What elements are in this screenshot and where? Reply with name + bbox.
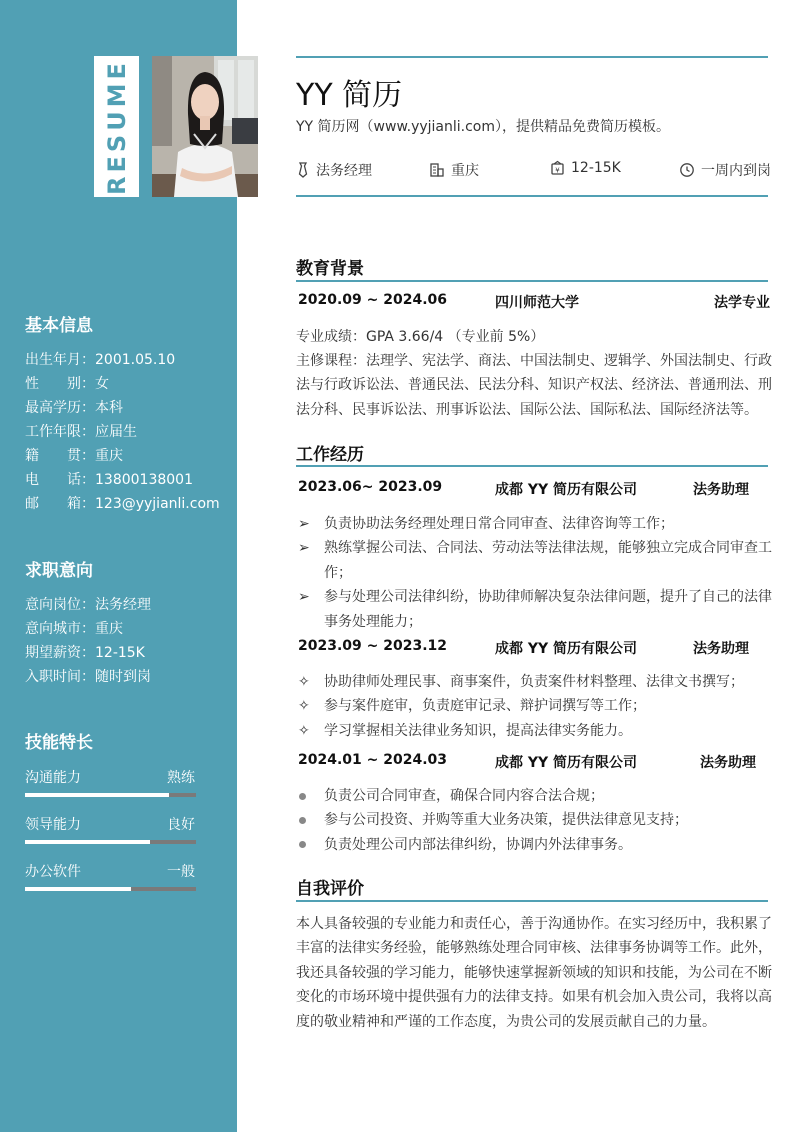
resume-tag — [94, 56, 139, 197]
work-role: 法务助理 — [700, 755, 756, 771]
self-eval-rule — [296, 900, 768, 902]
skill-level: 良好 — [167, 817, 195, 833]
work-title: 工作经历 — [296, 445, 364, 465]
skill-item — [25, 767, 215, 814]
skill-item — [25, 861, 215, 908]
basic-info-section — [25, 311, 220, 516]
skill-bar-fill — [25, 793, 169, 797]
star-bullet-icon: ✧ — [298, 722, 310, 739]
work-period: 2023.09 ~ 2023.12 — [298, 638, 448, 654]
education-major: 法学专业 — [714, 295, 770, 311]
list-item: ✧ 参与案件庭审，负责庭审记录、辩护词撰写等工作； — [298, 694, 774, 718]
work-company: 成都 YY 简历有限公司 — [495, 641, 638, 657]
work-role: 法务助理 — [693, 641, 749, 657]
work-period: 2023.06~ 2023.09 — [298, 479, 443, 495]
job-intent-section — [25, 556, 215, 689]
info-degree: 最高学历：本科 — [25, 400, 123, 416]
building-icon — [429, 162, 445, 178]
work-bullets — [298, 670, 774, 743]
candidate-name: YY 简历 — [296, 78, 403, 113]
skills-title: 技能特长 — [25, 733, 93, 753]
star-bullet-icon: ✧ — [298, 674, 310, 690]
star-bullet-icon: ✧ — [298, 698, 310, 715]
work-company: 成都 YY 简历有限公司 — [495, 482, 638, 498]
sidebar — [0, 0, 237, 1132]
wallet-icon — [550, 160, 565, 176]
skill-item — [25, 814, 215, 861]
header-subtitle: YY 简历网（www.yyjianli.com），提供精品免费简历模板。 — [296, 119, 670, 135]
list-item: ➢ 负责协助法务经理处理日常合同审查、法律咨询等工作； — [298, 512, 774, 536]
skill-bar — [25, 840, 196, 844]
skills-section — [25, 728, 215, 908]
skill-name: 办公软件 — [25, 864, 81, 880]
skill-name: 沟通能力 — [25, 770, 81, 786]
intent-city: 意向城市：重庆 — [25, 621, 123, 637]
skill-bar-fill — [25, 887, 131, 891]
education-gpa: 专业成绩：GPA 3.66/4 （专业前 5%） — [296, 329, 545, 345]
arrow-bullet-icon: ➢ — [298, 540, 310, 557]
skill-bar — [25, 887, 196, 891]
list-item: 负责处理公司内部法律纠纷，协调内外法律事务。 — [298, 833, 774, 857]
dot-bullet-icon — [298, 784, 318, 808]
basic-info-title: 基本信息 — [25, 316, 93, 336]
header-intent-row — [296, 160, 770, 182]
svg-text:¥: ¥ — [555, 166, 560, 175]
work-company: 成都 YY 简历有限公司 — [495, 755, 638, 771]
list-item: ➢ 熟练掌握公司法、合同法、劳动法等法律法规，能够独立完成合同审查工作； — [298, 536, 774, 585]
list-item: ➢ 参与处理公司法律纠纷，协助律师解决复杂法律问题，提升了自己的法律事务处理能力； — [298, 585, 774, 634]
tie-icon — [296, 162, 310, 178]
work-bullets — [298, 512, 774, 634]
list-item: 负责公司合同审查，确保合同内容合法合规； — [298, 784, 774, 808]
clock-icon — [679, 162, 695, 178]
info-email: 邮 箱：123@yyjianli.com — [25, 496, 220, 512]
work-rule — [296, 465, 768, 467]
profile-photo — [152, 56, 258, 197]
info-gender: 性 别：女 — [25, 376, 109, 392]
header-position: 法务经理 — [296, 160, 372, 180]
skill-bar — [25, 793, 196, 797]
intent-position: 意向岗位：法务经理 — [25, 597, 151, 613]
work-bullets — [298, 784, 774, 857]
intent-salary: 期望薪资：12-15K — [25, 645, 145, 661]
info-phone: 电 话：13800138001 — [25, 472, 193, 488]
list-item: ✧ 协助律师处理民事、商事案件，负责案件材料整理、法律文书撰写； — [298, 670, 774, 694]
list-item: 参与公司投资、并购等重大业务决策，提供法律意见支持； — [298, 808, 774, 832]
education-period: 2020.09 ~ 2024.06 — [298, 292, 448, 308]
skill-name: 领导能力 — [25, 817, 81, 833]
list-item: ✧ 学习掌握相关法律业务知识，提高法律实务能力。 — [298, 719, 774, 743]
header-arrival: 一周内到岗 — [679, 160, 771, 180]
header-bottom-rule — [296, 195, 768, 197]
self-eval-title: 自我评价 — [296, 879, 364, 899]
education-rule — [296, 280, 768, 282]
header-salary: ¥ 12-15K — [550, 160, 621, 176]
resume-tag-text: RESUME — [102, 58, 131, 195]
info-experience: 工作年限：应届生 — [25, 424, 137, 440]
intent-arrival: 入职时间：随时到岗 — [25, 669, 151, 685]
job-intent-title: 求职意向 — [25, 561, 93, 581]
header-top-rule — [296, 56, 768, 58]
education-school: 四川师范大学 — [495, 295, 579, 311]
header-city: 重庆 — [429, 160, 479, 180]
skill-level: 熟练 — [167, 770, 195, 786]
info-birth: 出生年月：2001.05.10 — [25, 352, 176, 368]
education-courses: 主修课程：法理学、宪法学、商法、中国法制史、逻辑学、外国法制史、行政法与行政诉讼法、普通民法、民法分科、知识产权法、经济法、普通刑法、刑法分科、民事诉讼法、刑事诉讼法、国际公法、国际私法、国际经济法等。 — [296, 353, 772, 418]
arrow-bullet-icon: ➢ — [298, 516, 310, 532]
info-hometown: 籍 贯：重庆 — [25, 448, 123, 464]
work-period: 2024.01 ~ 2024.03 — [298, 752, 448, 768]
education-title: 教育背景 — [296, 259, 364, 279]
self-eval-text: 本人具备较强的专业能力和责任心，善于沟通协作。在实习经历中，我积累了丰富的法律实务经验，能够熟练处理合同审核、法律事务协调等工作。此外，我还具备较强的学习能力，能够快速掌握新领域的知识和技能，为公司在不断变化的市场环境中提供强有力的法律支持。如果有机会加入贵公司，我将以高度的敬业精神和严谨的工作态度，为贵公司的发展贡献自己的力量。 — [296, 916, 772, 1030]
work-role: 法务助理 — [693, 482, 749, 498]
dot-bullet-icon — [298, 808, 318, 832]
dot-bullet-icon — [298, 833, 318, 857]
skill-level: 一般 — [167, 864, 195, 880]
skill-bar-fill — [25, 840, 150, 844]
arrow-bullet-icon: ➢ — [298, 589, 310, 606]
